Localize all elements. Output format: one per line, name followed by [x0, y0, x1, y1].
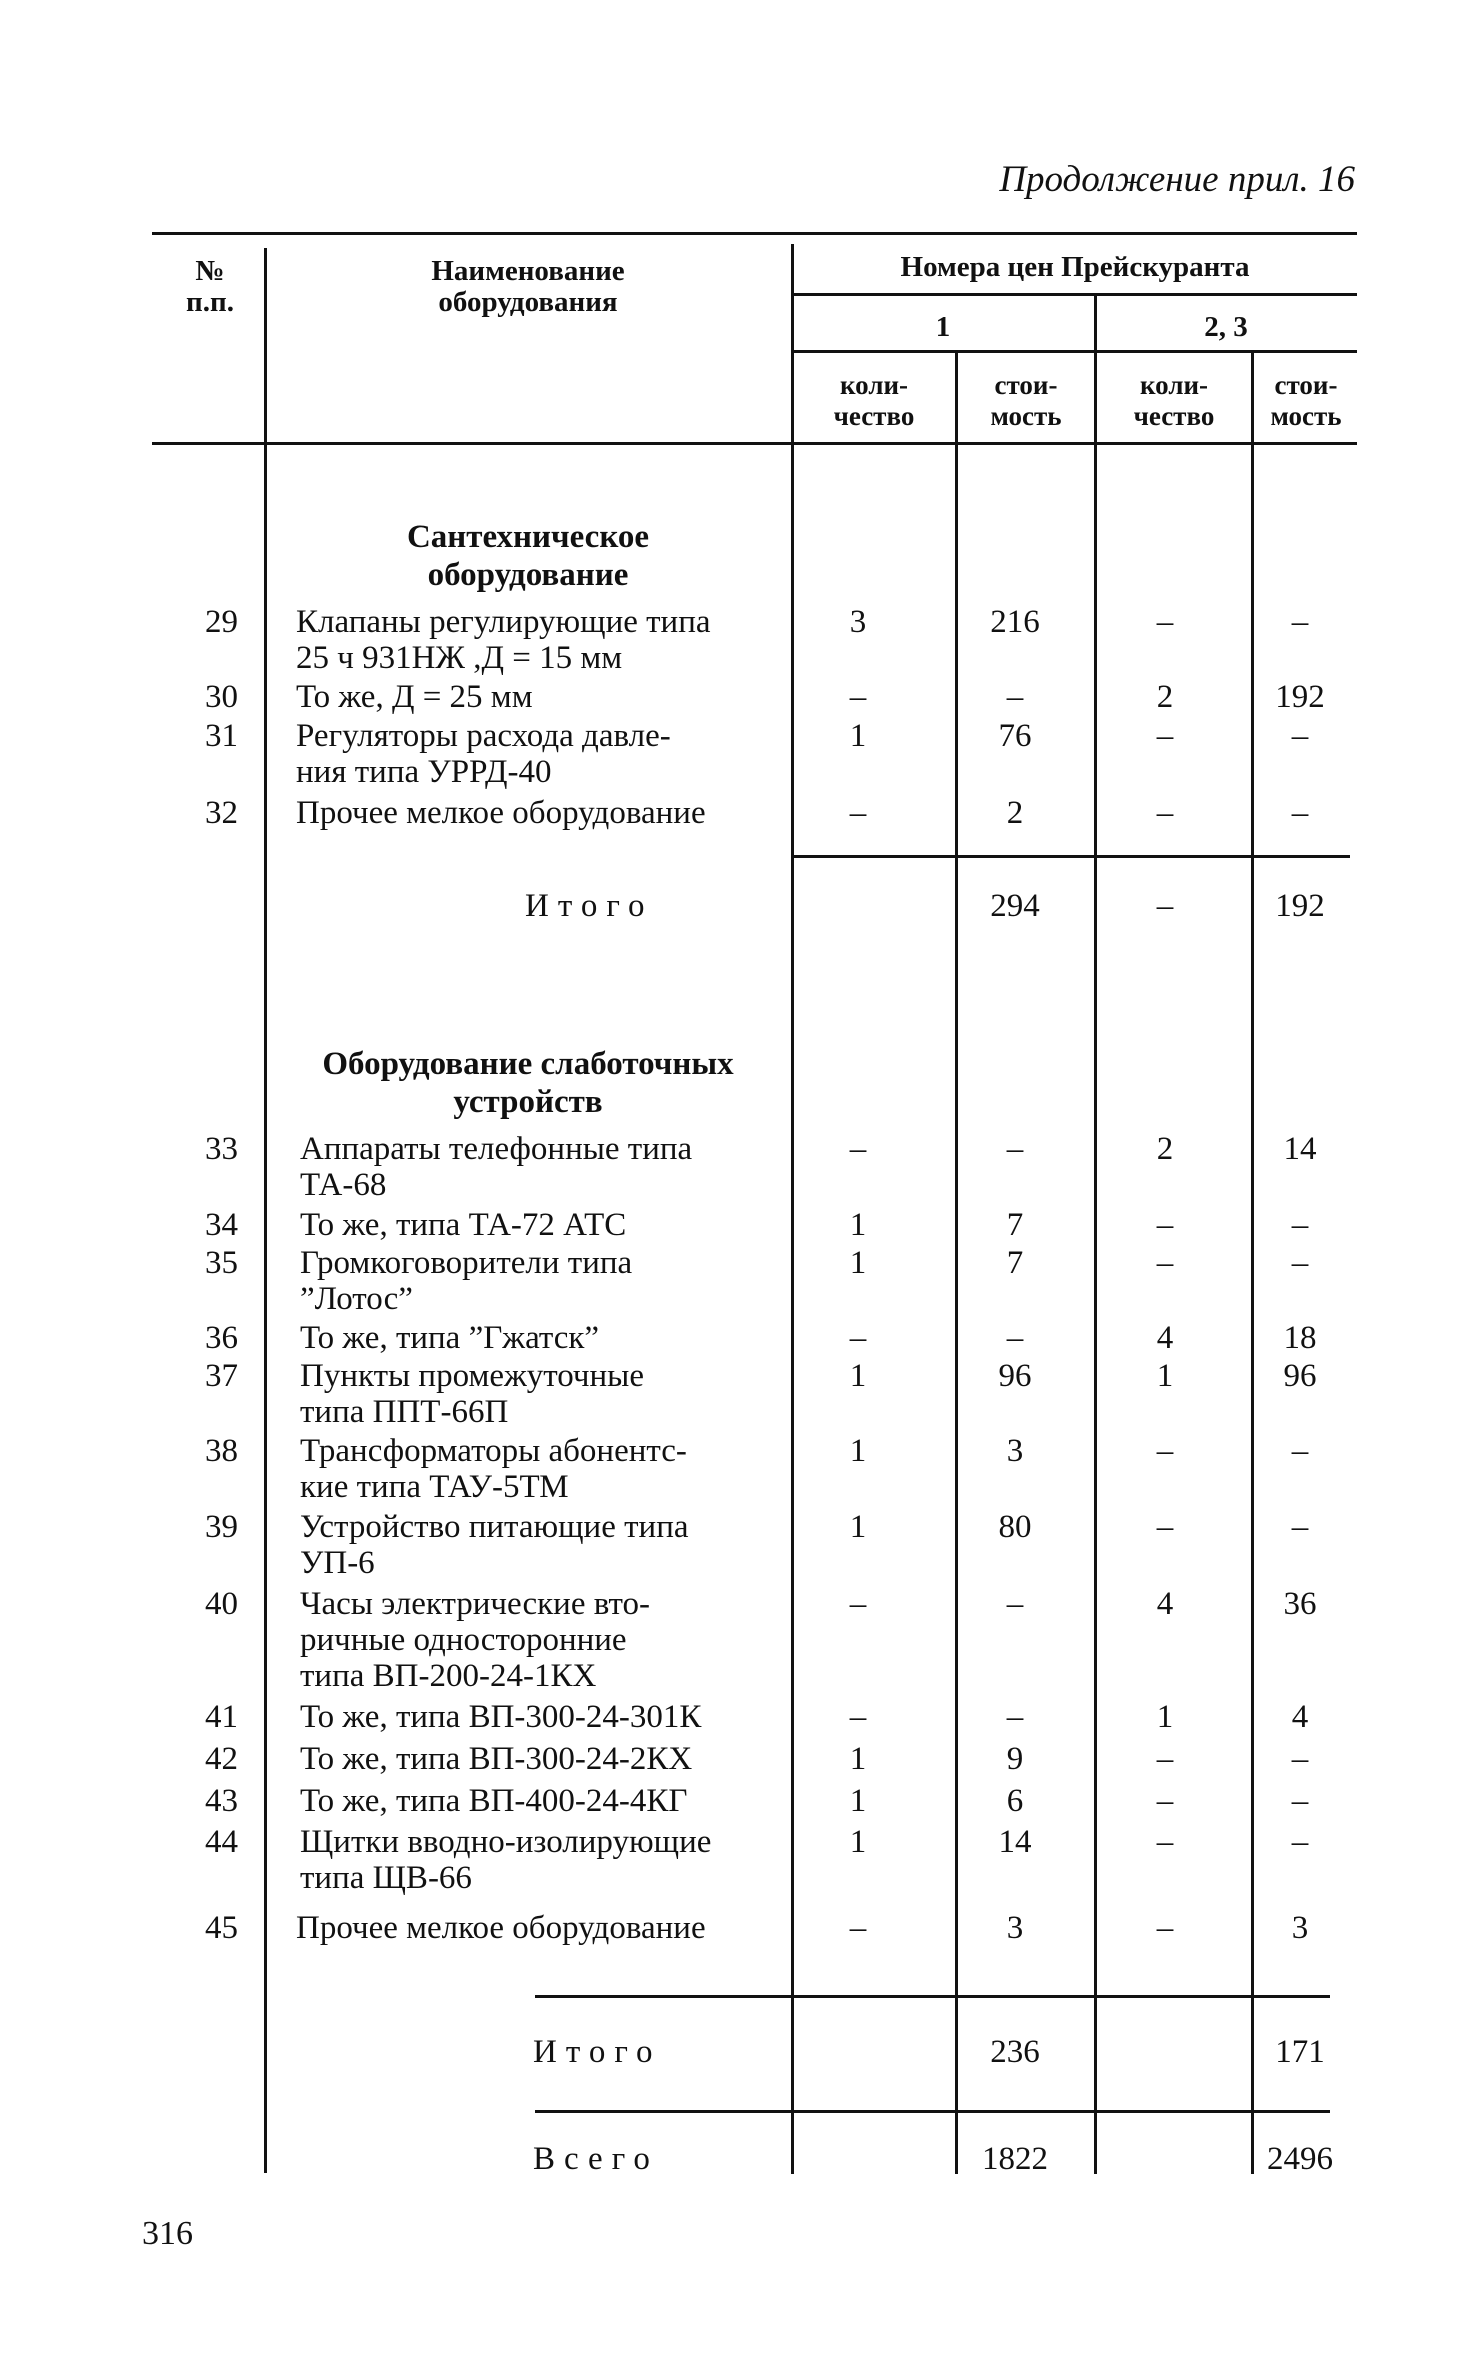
row-cost2: – [1291, 1783, 1309, 1819]
row-cost2: 36 [1283, 1586, 1317, 1622]
row-cost1: 80 [998, 1509, 1032, 1545]
row-cost1: 6 [1006, 1783, 1024, 1819]
row-qty1: – [849, 1699, 867, 1735]
row-cost2: – [1291, 1207, 1309, 1243]
row-number: 32 [205, 795, 238, 831]
row-cost1: – [1006, 1131, 1024, 1167]
row-qty2: – [1156, 1824, 1174, 1860]
row-qty2: – [1156, 604, 1174, 640]
row-cost2: 18 [1283, 1320, 1317, 1356]
name-col-divider [791, 244, 794, 2174]
row-cost1: – [1006, 1699, 1024, 1735]
row-name: То же, типа ”Гжатск” [300, 1320, 600, 1356]
row-qty2: – [1156, 718, 1174, 754]
row-name: То же, Д = 25 мм [296, 679, 533, 715]
row-qty2: 2 [1156, 679, 1174, 715]
row-number: 43 [205, 1783, 238, 1819]
row-cost1: 3 [1006, 1910, 1024, 1946]
section2-total-rule-top [535, 1995, 1330, 1998]
section-title-low-current: Оборудование слаботочных устройств [322, 1046, 734, 1120]
header-bottom-rule [152, 442, 1357, 445]
row-number: 37 [205, 1358, 238, 1394]
header-qty-2: коли- чество [1133, 370, 1215, 431]
row-name: Клапаны регулирующие типа 25 ч 931НЖ ,Д = 15 мм [296, 604, 711, 676]
row-name: То же, типа ВП-300-24-2КХ [300, 1741, 693, 1777]
row-cost2: – [1291, 718, 1309, 754]
header-price-numbers: Номера цен Прейскуранта [900, 251, 1250, 283]
row-qty2: – [1156, 795, 1174, 831]
total-cost2: 192 [1275, 888, 1325, 924]
row-name: Прочее мелкое оборудование [296, 1910, 706, 1946]
header-name: Наименование оборудования [431, 255, 625, 318]
row-number: 41 [205, 1699, 238, 1735]
row-name: Устройство питающие типа УП-6 [300, 1509, 689, 1581]
row-number: 34 [205, 1207, 238, 1243]
num-col-divider [264, 248, 267, 2173]
section1-total-rule [793, 855, 1350, 858]
qty1-col-divider [955, 352, 958, 2174]
row-qty1: 3 [849, 604, 867, 640]
row-number: 44 [205, 1824, 238, 1860]
section-title-plumbing: Сантехническое оборудование [406, 519, 650, 593]
row-number: 45 [205, 1910, 238, 1946]
row-number: 39 [205, 1509, 238, 1545]
row-cost1: 76 [998, 718, 1032, 754]
row-cost1: – [1006, 679, 1024, 715]
row-cost2: – [1291, 1245, 1309, 1281]
row-qty1: – [849, 1320, 867, 1356]
row-number: 36 [205, 1320, 238, 1356]
row-qty2: – [1156, 1207, 1174, 1243]
row-cost2: – [1291, 1433, 1309, 1469]
row-qty1: 1 [849, 1433, 867, 1469]
row-cost2: 3 [1291, 1910, 1309, 1946]
row-name: Пункты промежуточные типа ППТ-66П [300, 1358, 645, 1430]
row-name: То же, типа ВП-300-24-301К [300, 1699, 702, 1735]
row-cost2: 192 [1275, 679, 1325, 715]
group-col-divider [1094, 295, 1097, 2174]
row-qty1: 1 [849, 1509, 867, 1545]
row-cost1: 2 [1006, 795, 1024, 831]
row-cost1: – [1006, 1586, 1024, 1622]
row-cost2: 4 [1291, 1699, 1309, 1735]
row-name: Трансформаторы абонентс- кие типа ТАУ-5ТМ [300, 1433, 687, 1505]
row-cost1: 7 [1006, 1245, 1024, 1281]
row-qty1: – [849, 1910, 867, 1946]
table-top-rule [152, 232, 1357, 235]
row-qty1: 1 [849, 1358, 867, 1394]
row-qty1: 1 [849, 1245, 867, 1281]
row-cost1: 3 [1006, 1433, 1024, 1469]
row-qty1: 1 [849, 1741, 867, 1777]
group-subheader-rule [793, 350, 1357, 353]
row-cost1: – [1006, 1320, 1024, 1356]
row-cost1: 216 [990, 604, 1040, 640]
page-number: 316 [142, 2215, 193, 2252]
row-qty1: – [849, 1131, 867, 1167]
grand-total-cost2: 2496 [1267, 2141, 1333, 2177]
row-qty1: – [849, 1586, 867, 1622]
row-number: 40 [205, 1586, 238, 1622]
row-qty2: 4 [1156, 1320, 1174, 1356]
row-cost2: 14 [1283, 1131, 1317, 1167]
row-qty1: 1 [849, 1207, 867, 1243]
total-cost1: 236 [990, 2034, 1040, 2070]
row-cost2: – [1291, 1741, 1309, 1777]
row-qty1: 1 [849, 1783, 867, 1819]
row-qty1: – [849, 679, 867, 715]
header-group-1: 1 [935, 311, 951, 343]
total-label: Итого [533, 2034, 662, 2070]
row-number: 30 [205, 679, 238, 715]
row-cost2: – [1291, 604, 1309, 640]
row-name: То же, типа ТА-72 АТС [300, 1207, 627, 1243]
row-name: То же, типа ВП-400-24-4КГ [300, 1783, 688, 1819]
row-number: 33 [205, 1131, 238, 1167]
row-cost2: – [1291, 1824, 1309, 1860]
row-name: Щитки вводно-изолирующие типа ЩВ-66 [300, 1824, 712, 1896]
total-label: Итого [525, 888, 654, 924]
header-qty-1: коли- чество [833, 370, 915, 431]
row-cost1: 14 [998, 1824, 1032, 1860]
row-qty2: – [1156, 1509, 1174, 1545]
row-qty1: 1 [849, 1824, 867, 1860]
section2-total-rule-bottom [535, 2110, 1330, 2113]
row-qty2: 1 [1156, 1699, 1174, 1735]
row-qty2: – [1156, 1245, 1174, 1281]
row-number: 31 [205, 718, 238, 754]
row-qty1: 1 [849, 718, 867, 754]
row-cost2: 96 [1283, 1358, 1317, 1394]
row-cost2: – [1291, 1509, 1309, 1545]
row-qty2: – [1156, 1741, 1174, 1777]
row-name: Аппараты телефонные типа ТА-68 [300, 1131, 693, 1203]
row-qty1: – [849, 795, 867, 831]
total-qty2: – [1156, 888, 1174, 924]
row-number: 35 [205, 1245, 238, 1281]
header-group-2-3: 2, 3 [1204, 311, 1248, 343]
row-cost2: – [1291, 795, 1309, 831]
row-qty2: – [1156, 1783, 1174, 1819]
row-cost1: 7 [1006, 1207, 1024, 1243]
row-name: Прочее мелкое оборудование [296, 795, 706, 831]
row-qty2: 4 [1156, 1586, 1174, 1622]
header-num: № п.п. [186, 255, 234, 318]
row-name: Регуляторы расхода давле- ния типа УРРД-40 [296, 718, 671, 790]
row-number: 38 [205, 1433, 238, 1469]
row-number: 42 [205, 1741, 238, 1777]
row-qty2: 1 [1156, 1358, 1174, 1394]
grand-total-cost1: 1822 [982, 2141, 1048, 2177]
continuation-caption: Продолжение прил. 16 [999, 159, 1355, 200]
row-qty2: – [1156, 1433, 1174, 1469]
row-cost1: 9 [1006, 1741, 1024, 1777]
grand-total-label: Всего [533, 2141, 659, 2177]
row-qty2: – [1156, 1910, 1174, 1946]
price-subheader-rule [793, 293, 1357, 296]
header-cost-2: стои- мость [1270, 370, 1342, 431]
total-cost2: 171 [1275, 2034, 1325, 2070]
row-number: 29 [205, 604, 238, 640]
row-name: Часы электрические вто- ричные односторонние типа ВП-200-24-1КХ [300, 1586, 650, 1694]
row-name: Громкоговорители типа ”Лотос” [300, 1245, 633, 1317]
row-qty2: 2 [1156, 1131, 1174, 1167]
header-cost-1: стои- мость [990, 370, 1062, 431]
total-cost1: 294 [990, 888, 1040, 924]
row-cost1: 96 [998, 1358, 1032, 1394]
